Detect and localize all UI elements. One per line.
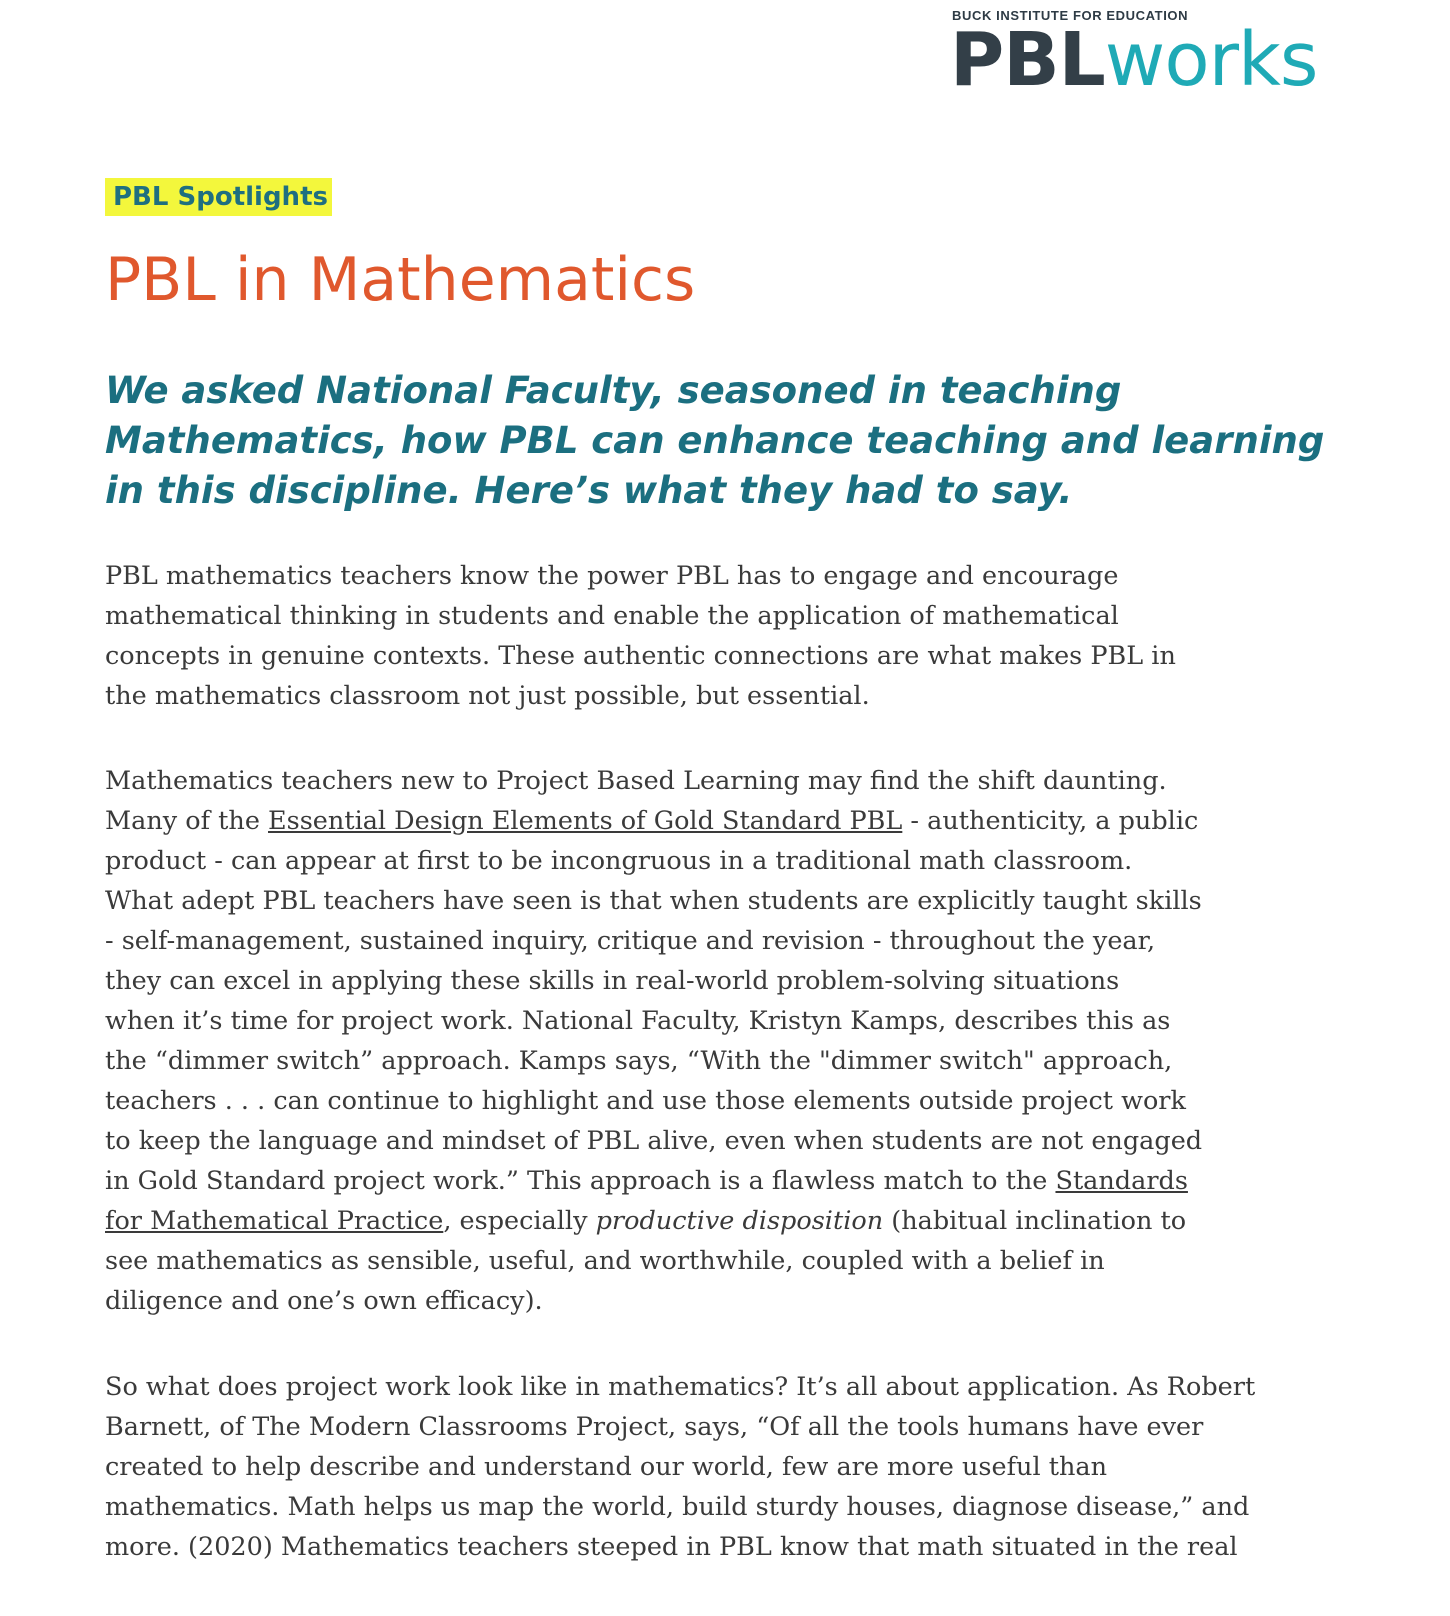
paragraph-line: they can excel in applying these skills in real-world problem-solving situations bbox=[105, 966, 1120, 996]
spotlight-label: PBL Spotlights bbox=[105, 178, 332, 216]
paragraph-line: What adept PBL teachers have seen is that when students are explicitly taught skills bbox=[105, 886, 1202, 916]
standards-math-practice-link[interactable]: Standards bbox=[1055, 1166, 1188, 1196]
paragraph-1 bbox=[105, 556, 1345, 716]
paragraph-line: So what does project work look like in mathematics? It’s all about application. As Robert bbox=[105, 1372, 1256, 1402]
text-run: in Gold Standard project work.” This approach is a flawless match to the bbox=[105, 1166, 1056, 1196]
pblworks-logo bbox=[950, 8, 1342, 103]
text-run: , especially bbox=[443, 1206, 596, 1236]
paragraph-line: PBL mathematics teachers know the power PBL has to engage and encourage bbox=[105, 561, 1119, 591]
text-run: - authenticity, a public bbox=[902, 806, 1199, 836]
paragraph-line: product - can appear at first to be incongruous in a traditional math classroom. bbox=[105, 846, 1133, 876]
paragraph-line: mathematical thinking in students and enable the application of mathematical bbox=[105, 601, 1119, 631]
paragraph-line: diligence and one’s own efficacy). bbox=[105, 1286, 543, 1316]
paragraph-line: the mathematics classroom not just possible, but essential. bbox=[105, 681, 870, 711]
paragraph-2 bbox=[105, 761, 1345, 1321]
text-run: (habitual inclination to bbox=[883, 1206, 1187, 1236]
paragraph-line: see mathematics as sensible, useful, and worthwhile, coupled with a belief in bbox=[105, 1246, 1105, 1276]
paragraph-line: to keep the language and mindset of PBL alive, even when students are not engaged bbox=[105, 1126, 1203, 1156]
logo-word-pbl: PBL bbox=[950, 17, 1105, 103]
page-title: PBL in Mathematics bbox=[105, 245, 696, 315]
paragraph-line bbox=[105, 1201, 1345, 1241]
paragraph-line: mathematics. Math helps us map the world, build sturdy houses, diagnose disease,” and bbox=[105, 1492, 1250, 1522]
text-run: Many of the bbox=[105, 806, 269, 836]
paragraph-line: teachers . . . can continue to highlight and use those elements outside project work bbox=[105, 1086, 1186, 1116]
logo-word-works: works bbox=[1104, 17, 1318, 103]
page-subtitle: We asked National Faculty, seasoned in teaching Mathematics, how PBL can enhance teaching and learning in this discipline. Here’s what they had to say. bbox=[105, 369, 1325, 512]
essential-design-elements-link[interactable]: Essential Design Elements of Gold Standard PBL bbox=[268, 806, 903, 836]
paragraph-line: concepts in genuine contexts. These authentic connections are what makes PBL in bbox=[105, 641, 1176, 671]
logo-tagline: BUCK INSTITUTE FOR EDUCATION bbox=[952, 8, 1189, 23]
italic-term: productive disposition bbox=[595, 1206, 884, 1236]
logo-wordmark bbox=[950, 17, 1318, 103]
paragraph-line: Barnett, of The Modern Classrooms Project, says, “Of all the tools humans have ever bbox=[105, 1412, 1204, 1442]
paragraph-line bbox=[105, 801, 1345, 841]
paragraph-line: created to help describe and understand our world, few are more useful than bbox=[105, 1452, 1107, 1482]
paragraph-line: the “dimmer switch” approach. Kamps says, “With the "dimmer switch" approach, bbox=[105, 1046, 1173, 1076]
paragraph-line: more. (2020) Mathematics teachers steeped in PBL know that math situated in the real bbox=[105, 1532, 1238, 1562]
paragraph-3 bbox=[105, 1367, 1345, 1567]
paragraph-line: - self-management, sustained inquiry, critique and revision - throughout the year, bbox=[105, 926, 1156, 956]
standards-math-practice-link-cont[interactable]: for Mathematical Practice bbox=[105, 1206, 444, 1236]
paragraph-line: when it’s time for project work. National Faculty, Kristyn Kamps, describes this as bbox=[105, 1006, 1171, 1036]
paragraph-line bbox=[105, 1161, 1345, 1201]
paragraph-line: Mathematics teachers new to Project Based Learning may find the shift daunting. bbox=[105, 766, 1167, 796]
